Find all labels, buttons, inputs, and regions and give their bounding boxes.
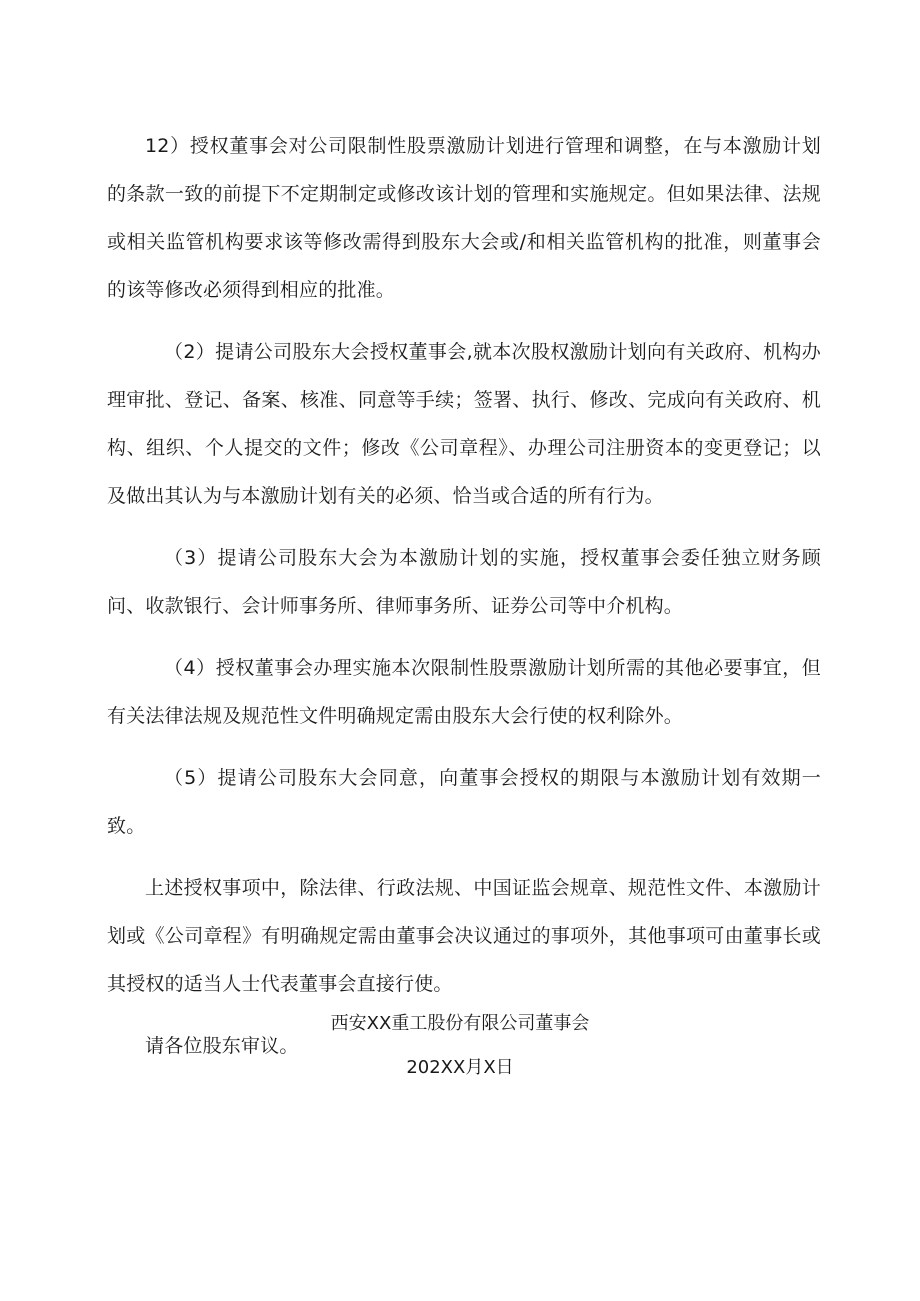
paragraph-item-4: （4）授权董事会办理实施本次限制性股票激励计划所需的其他必要事宜，但有关法律法规及规范性文件明确规定需由股东大会行使的权利除外。 <box>107 657 821 727</box>
signature-date: 202XX月X日 <box>406 1057 514 1078</box>
paragraph-item-12: 12）授权董事会对公司限制性股票激励计划进行管理和调整，在与本激励计划的条款一致的前提下不定期制定或修改该计划的管理和实施规定。但如果法律、法规或相关监管机构要求该等修改需得到股东大会或/和相关监管机构的批准，则董事会的该等修改必须得到相应的批准。 <box>107 135 821 301</box>
paragraph-item-5: （5）提请公司股东大会同意，向董事会授权的期限与本激励计划有效期一致。 <box>107 767 821 837</box>
signature-organization: 西安XX重工股份有限公司董事会 <box>330 1013 590 1034</box>
paragraph-item-3: （3）提请公司股东大会为本激励计划的实施，授权董事会委任独立财务顾问、收款银行、会计师事务所、律师事务所、证券公司等中介机构。 <box>107 547 821 617</box>
paragraph-closing: 请各位股东审议。 <box>145 1035 299 1057</box>
document-body <box>107 122 821 1084</box>
paragraph-summary: 上述授权事项中，除法律、行政法规、中国证监会规章、规范性文件、本激励计划或《公司章程》有明确规定需由董事会决议通过的事项外，其他事项可由董事长或其授权的适当人士代表董事会直接行使。 <box>107 877 821 995</box>
paragraph-item-2: （2）提请公司股东大会授权董事会,就本次股权激励计划向有关政府、机构办理审批、登记、备案、核准、同意等手续；签署、执行、修改、完成向有关政府、机构、组织、个人提交的文件；修改《公司章程》、办理公司注册资本的变更登记；以及做出其认为与本激励计划有关的必须、恰当或合适的所有行为。 <box>107 341 821 507</box>
